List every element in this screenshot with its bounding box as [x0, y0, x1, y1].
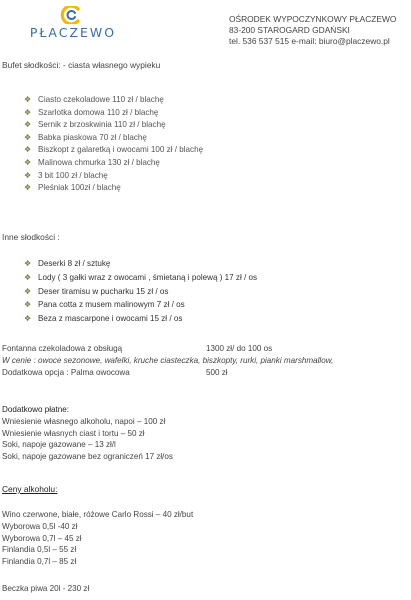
list-item: Finlandia 0,5l – 55 zł	[2, 545, 77, 555]
list-item: ❖ Malinowa chmurka 130 zł / blachę	[24, 157, 203, 170]
chocolate-fountain-section	[2, 343, 333, 378]
list-item: ❖ Pana cotta z musem malinowym 7 zł / os	[24, 298, 257, 312]
list-item: Finlandia 0,7l – 85 zł	[2, 557, 77, 567]
list-item: ❖ Szarlotka domowa 110 zł / blachę	[24, 107, 203, 120]
fountain-row	[2, 343, 333, 355]
list-item: Wino czerwone, białe, różowe Carlo Rossi – 40 zł/but	[2, 510, 194, 519]
diamond-bullet-icon: ❖	[24, 314, 32, 324]
option-price: 500 zł	[206, 367, 228, 377]
diamond-bullet-icon: ❖	[24, 132, 32, 142]
page-title: Bufet słodkości: - ciasta własnego wypieku	[2, 60, 161, 70]
org-contact: tel. 536 537 515 e-mail: biuro@placzewo.pl	[229, 36, 390, 47]
list-item: ❖ Babka piaskowa 70 zł / blachę	[24, 132, 203, 145]
alcohol-heading: Ceny alkoholu:	[2, 484, 58, 494]
diamond-bullet-icon: ❖	[24, 120, 32, 130]
list-item: ❖ Pleśniak 100zł / blachę	[24, 182, 203, 195]
sweets-heading: Inne słodkości :	[2, 232, 60, 242]
list-item: Soki, napoje gazowane – 13 zł/l	[2, 440, 116, 450]
fountain-price: 1300 zł/ do 100 os	[206, 344, 273, 353]
option-label: Dodatkowa opcja : Palma owocowa	[2, 367, 130, 377]
list-item: ❖ Beza z mascarpone i owocami 15 zł / os	[24, 312, 257, 326]
list-item: ❖ Lody ( 3 gałki wraz z owocami , śmietaną i polewą ) 17 zł / os	[24, 271, 257, 285]
diamond-bullet-icon: ❖	[24, 157, 32, 167]
list-item: ❖ Biszkopt z galaretką i owocami 100 zł / blachę	[24, 144, 203, 157]
list-item: Wyborowa 0,5l -40 zł	[2, 521, 78, 531]
list-item: Wyborowa 0,7l – 45 zł	[2, 533, 82, 543]
alcohol-list	[2, 509, 193, 568]
extra-heading: Dodatkowo płatne:	[2, 405, 70, 414]
diamond-bullet-icon: ❖	[24, 272, 32, 282]
diamond-bullet-icon: ❖	[24, 95, 32, 104]
diamond-bullet-icon: ❖	[24, 145, 32, 155]
logo-sun-icon	[58, 6, 84, 24]
option-row	[2, 367, 333, 379]
list-item: ❖ Deser tiramisu w pucharku 15 zł / os	[24, 285, 257, 299]
beer-price: Beczka piwa 20l - 230 zł	[2, 584, 90, 593]
organization-header	[229, 14, 396, 48]
diamond-bullet-icon: ❖	[24, 170, 32, 180]
list-item: ❖ 3 bit 100 zł / blachę	[24, 170, 203, 183]
extra-paid-section	[2, 404, 173, 463]
sweets-list	[24, 257, 257, 326]
list-item: ❖ Sernik z brzoskwinia 110 zł / blachę	[24, 119, 203, 132]
fountain-note: W cenie : owoce sezonowe, wafelki, kruche ciasteczka, biszkopty, rurki, pianki marshmallow,	[2, 355, 334, 365]
diamond-bullet-icon: ❖	[24, 300, 32, 310]
list-item: ❖ Ciasto czekoladowe 110 zł / blachę	[24, 94, 203, 107]
list-item: ❖ Deserki 8 zł / sztukę	[24, 257, 257, 271]
diamond-bullet-icon: ❖	[24, 286, 32, 296]
list-item: Soki, napoje gazowane bez ograniczeń 17 zł/os	[2, 452, 173, 462]
diamond-bullet-icon: ❖	[24, 107, 32, 117]
cakes-list	[24, 94, 203, 195]
fountain-label: Fontanna czekoladowa z obsługą	[2, 344, 123, 353]
org-name: OŚRODEK WYPOCZYNKOWY PŁACZEWO	[229, 14, 397, 24]
list-item: Wniesienie własnego alkoholu, napoi – 100 zł	[2, 416, 166, 426]
placzewo-logo	[18, 6, 128, 42]
diamond-bullet-icon: ❖	[24, 183, 32, 193]
org-address: 83-200 STAROGARD GDAŃSKI	[229, 25, 350, 36]
logo-text: PŁACZEWO	[29, 25, 117, 40]
diamond-bullet-icon: ❖	[24, 259, 32, 268]
list-item: Wniesienie własnych ciast i tortu – 50 zł	[2, 428, 145, 438]
